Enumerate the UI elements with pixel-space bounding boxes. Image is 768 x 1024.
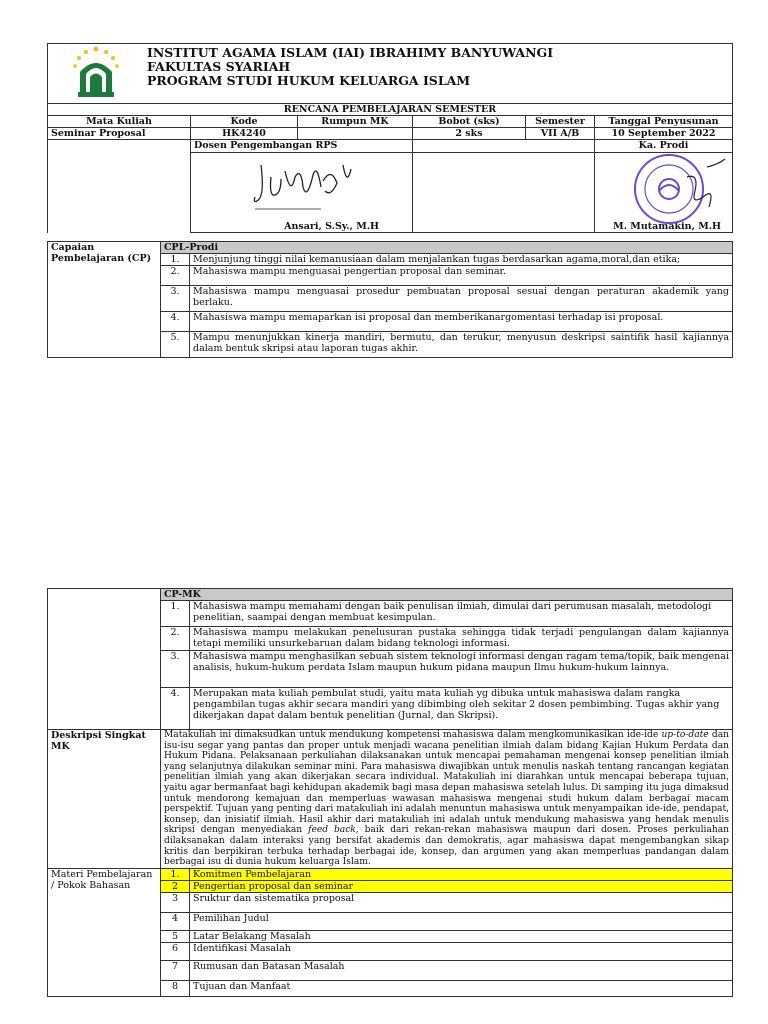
deskripsi-label: Deskripsi Singkat MK [48,730,161,869]
cpmk-heading: CP-MK [161,589,733,601]
cp-item-text: Mahasiswa mampu menguasai prosedur pembuatan proposal sesuai dengan peraturan akademik yang berlaku. [190,286,733,312]
cpmk-item-text: Mahasiswa mampu melakukan penelusuran pustaka sehingga tidak terjadi pengulangan dalam kajiannya tetapi memiliki unsurkebaruan dalam bidang teknologi informasi. [190,627,733,651]
dosen-name: Ansari, S.Sy., M.H [284,221,379,232]
val-semester: VII A/B [526,128,595,140]
cp-item-number: 4. [161,312,190,332]
materi-item-text: Pemilihan Judul [190,912,733,930]
val-bobot: 2 sks [413,128,526,140]
cp-item-number: 2. [161,266,190,286]
materi-item-number: 4 [161,912,190,930]
materi-item-number: 2 [161,880,190,892]
cpmk-item-number: 1. [161,601,190,627]
val-mata-kuliah: Seminar Proposal [48,128,191,140]
cp-item-text: Mahasiswa mampu menguasai pengertian proposal dan seminar. [190,266,733,286]
col-bobot: Bobot (sks) [413,116,526,128]
val-rumpun [298,128,413,140]
col-kode: Kode [191,116,298,128]
materi-item-text: Pengertian proposal dan seminar [190,880,733,892]
cp-item-number: 1. [161,254,190,266]
deskripsi-italic: feed back [308,825,356,836]
materi-item-text: Komitmen Pembelajaran [190,868,733,880]
rps-title: RENCANA PEMBELAJARAN SEMESTER [48,104,733,116]
dosen-signature-icon [251,157,371,212]
header-table [47,43,733,104]
materi-item-number: 7 [161,960,190,980]
materi-item-number: 8 [161,980,190,996]
col-tanggal: Tanggal Penyusunan [595,116,733,128]
program-name: PROGRAM STUDI HUKUM KELUARGA ISLAM [147,73,471,88]
materi-item-number: 3 [161,892,190,912]
cpmk-item-number: 4. [161,688,190,730]
logo-cell [48,44,145,104]
cp-table [47,241,733,358]
institution-heading [144,44,733,104]
cpmk-item-number: 3. [161,651,190,688]
deskripsi-part: , baik dari rekan-rekan mahasiswa maupun dari dosen. Proses perkuliahan dilaksanakan dalam interaksi yang bersifat akademis dan demokratis, agar mahasiswa dapat mengembangkan sikap kritis dan berpikiran terbuka terhadap berbagai ide, konsep, dan argumen yang akan memperluas pandangan dalam berbagai isu di dunia hukum keluarga Islam. [164,825,729,868]
kaprodi-signature-cell [595,153,733,233]
cp-label: Capaian Pembelajaran (CP) [48,242,161,266]
materi-item-number: 6 [161,942,190,960]
materi-item-number: 1. [161,868,190,880]
cpmk-item-number: 2. [161,627,190,651]
deskripsi-italic: up-to-date [661,730,709,740]
col-rumpun: Rumpun MK [298,116,413,128]
kaprodi-name: M. Mutamakin, M.H [613,221,721,232]
deskripsi-part: Matakuliah ini dimaksudkan untuk mendukung kompetensi mahasiswa dalam mengkomunikasikan ide-ide [164,730,662,740]
val-tanggal: 10 September 2022 [595,128,733,140]
cpmk-item-text: Mahasiswa mampu memahami dengan baik penulisan ilmiah, dimulai dari perumusan masalah, metodologi penelitian, saampai dengan membuat kesimpulan. [190,601,733,627]
deskripsi-part: dan isu-isu segar yang pantas dan proper untuk menjadi wacana penelitian ilmiah dalam bidang Kajian Hukum Perdata dan Hukum Pidana. Pelaksanaan perkuliahan dilaksanakan untuk mencapai pemahaman mengenai konsep penelitian ilmiah yang selanjutnya dilakukan seminar mini. Para mahasiswa diwajibkan untuk menulis naskah tentang rancangan kegiatan penelitian ilmiah yang akan dikerjakan secara individual. Matakuliah ini diarahkan untuk mencapai beberapa tujuan, yaitu agar bermanfaat bagi kehidupan akademik bagi masa depan mahasiswa setelah lulus. Di samping itu juga dimaksud untuk mendorong kemajuan dan memperluas wawasan mahasiswa mengenai studi hukum dalam berbagai macam perspektif. Tujuan yang penting dari matakuliah ini adalah menuntun mahasiswa untuk menyampaikan ide-ide, pendapat, konsep, dan inisiatif ilmiah. Hasil akhir dari matakuliah ini adalah untuk mendukung mahasiswa yang hendak menulis skripsi dengan menyediakan [164,730,729,836]
cp-item-text: Mahasiswa mampu memaparkan isi proposal dan memberikanargomentasi terhadap isi proposal. [190,312,733,332]
materi-label: Materi Pembelajaran / Pokok Bahasan [48,868,161,996]
col-semester: Semester [526,116,595,128]
cp-item-text: Mampu menunjukkan kinerja mandiri, bermutu, dan terukur, menyusun deskripsi saintifik hasil kajiannya dalam bentuk skripsi atau laporan tugas akhir. [190,332,733,358]
materi-item-text: Latar Belakang Masalah [190,930,733,942]
rps-table [47,103,733,233]
dosen-signature-cell [191,153,413,233]
dosen-label: Dosen Pengembangan RPS [191,140,413,153]
materi-item-text: Sruktur dan sistematika proposal [190,892,733,912]
kaprodi-label: Ka. Prodi [595,140,733,153]
materi-item-text: Rumusan dan Batasan Masalah [190,960,733,980]
cp-item-number: 3. [161,286,190,312]
materi-item-text: Tujuan dan Manfaat [190,980,733,996]
deskripsi-text [161,730,733,869]
cpl-prodi-heading: CPL-Prodi [161,242,733,254]
val-kode: HK4240 [191,128,298,140]
cp-item-number: 5. [161,332,190,358]
institution-name: INSTITUT AGAMA ISLAM (IAI) IBRAHIMY BANYUWANGI [147,45,554,60]
faculty-stamp-icon [629,147,729,227]
cpmk-item-text: Mahasiswa mampu menghasilkan sebuah sistem teknologi informasi dengan ragam tema/topik, baik mengenai analisis, hukum-hukum perdata Islam maupun hukum pidana maupun Ilmu hukum-hukum lainnya. [190,651,733,688]
materi-item-number: 5 [161,930,190,942]
cpmk-item-text: Merupakan mata kuliah pembulat studi, yaitu mata kuliah yg dibuka untuk mahasiswa dalam rangka pengambilan tugas akhir secara mandiri yang dibimbing oleh sekitar 2 dosen pembimbing. Tugas akhir yang dikerjakan dapat dalam bentuk penelitian (Jurnal, dan Skripsi). [190,688,733,730]
cp-item-text: Menjunjung tinggi nilai kemanusiaan dalam menjalankan tugas berdasarkan agama,moral,dan etika; [190,254,733,266]
cpmk-table [47,588,733,997]
faculty-name: FAKULTAS SYARIAH [147,59,291,74]
materi-item-text: Identifikasi Masalah [190,942,733,960]
col-mata-kuliah: Mata Kuliah [48,116,191,128]
institution-logo-icon [68,44,124,100]
